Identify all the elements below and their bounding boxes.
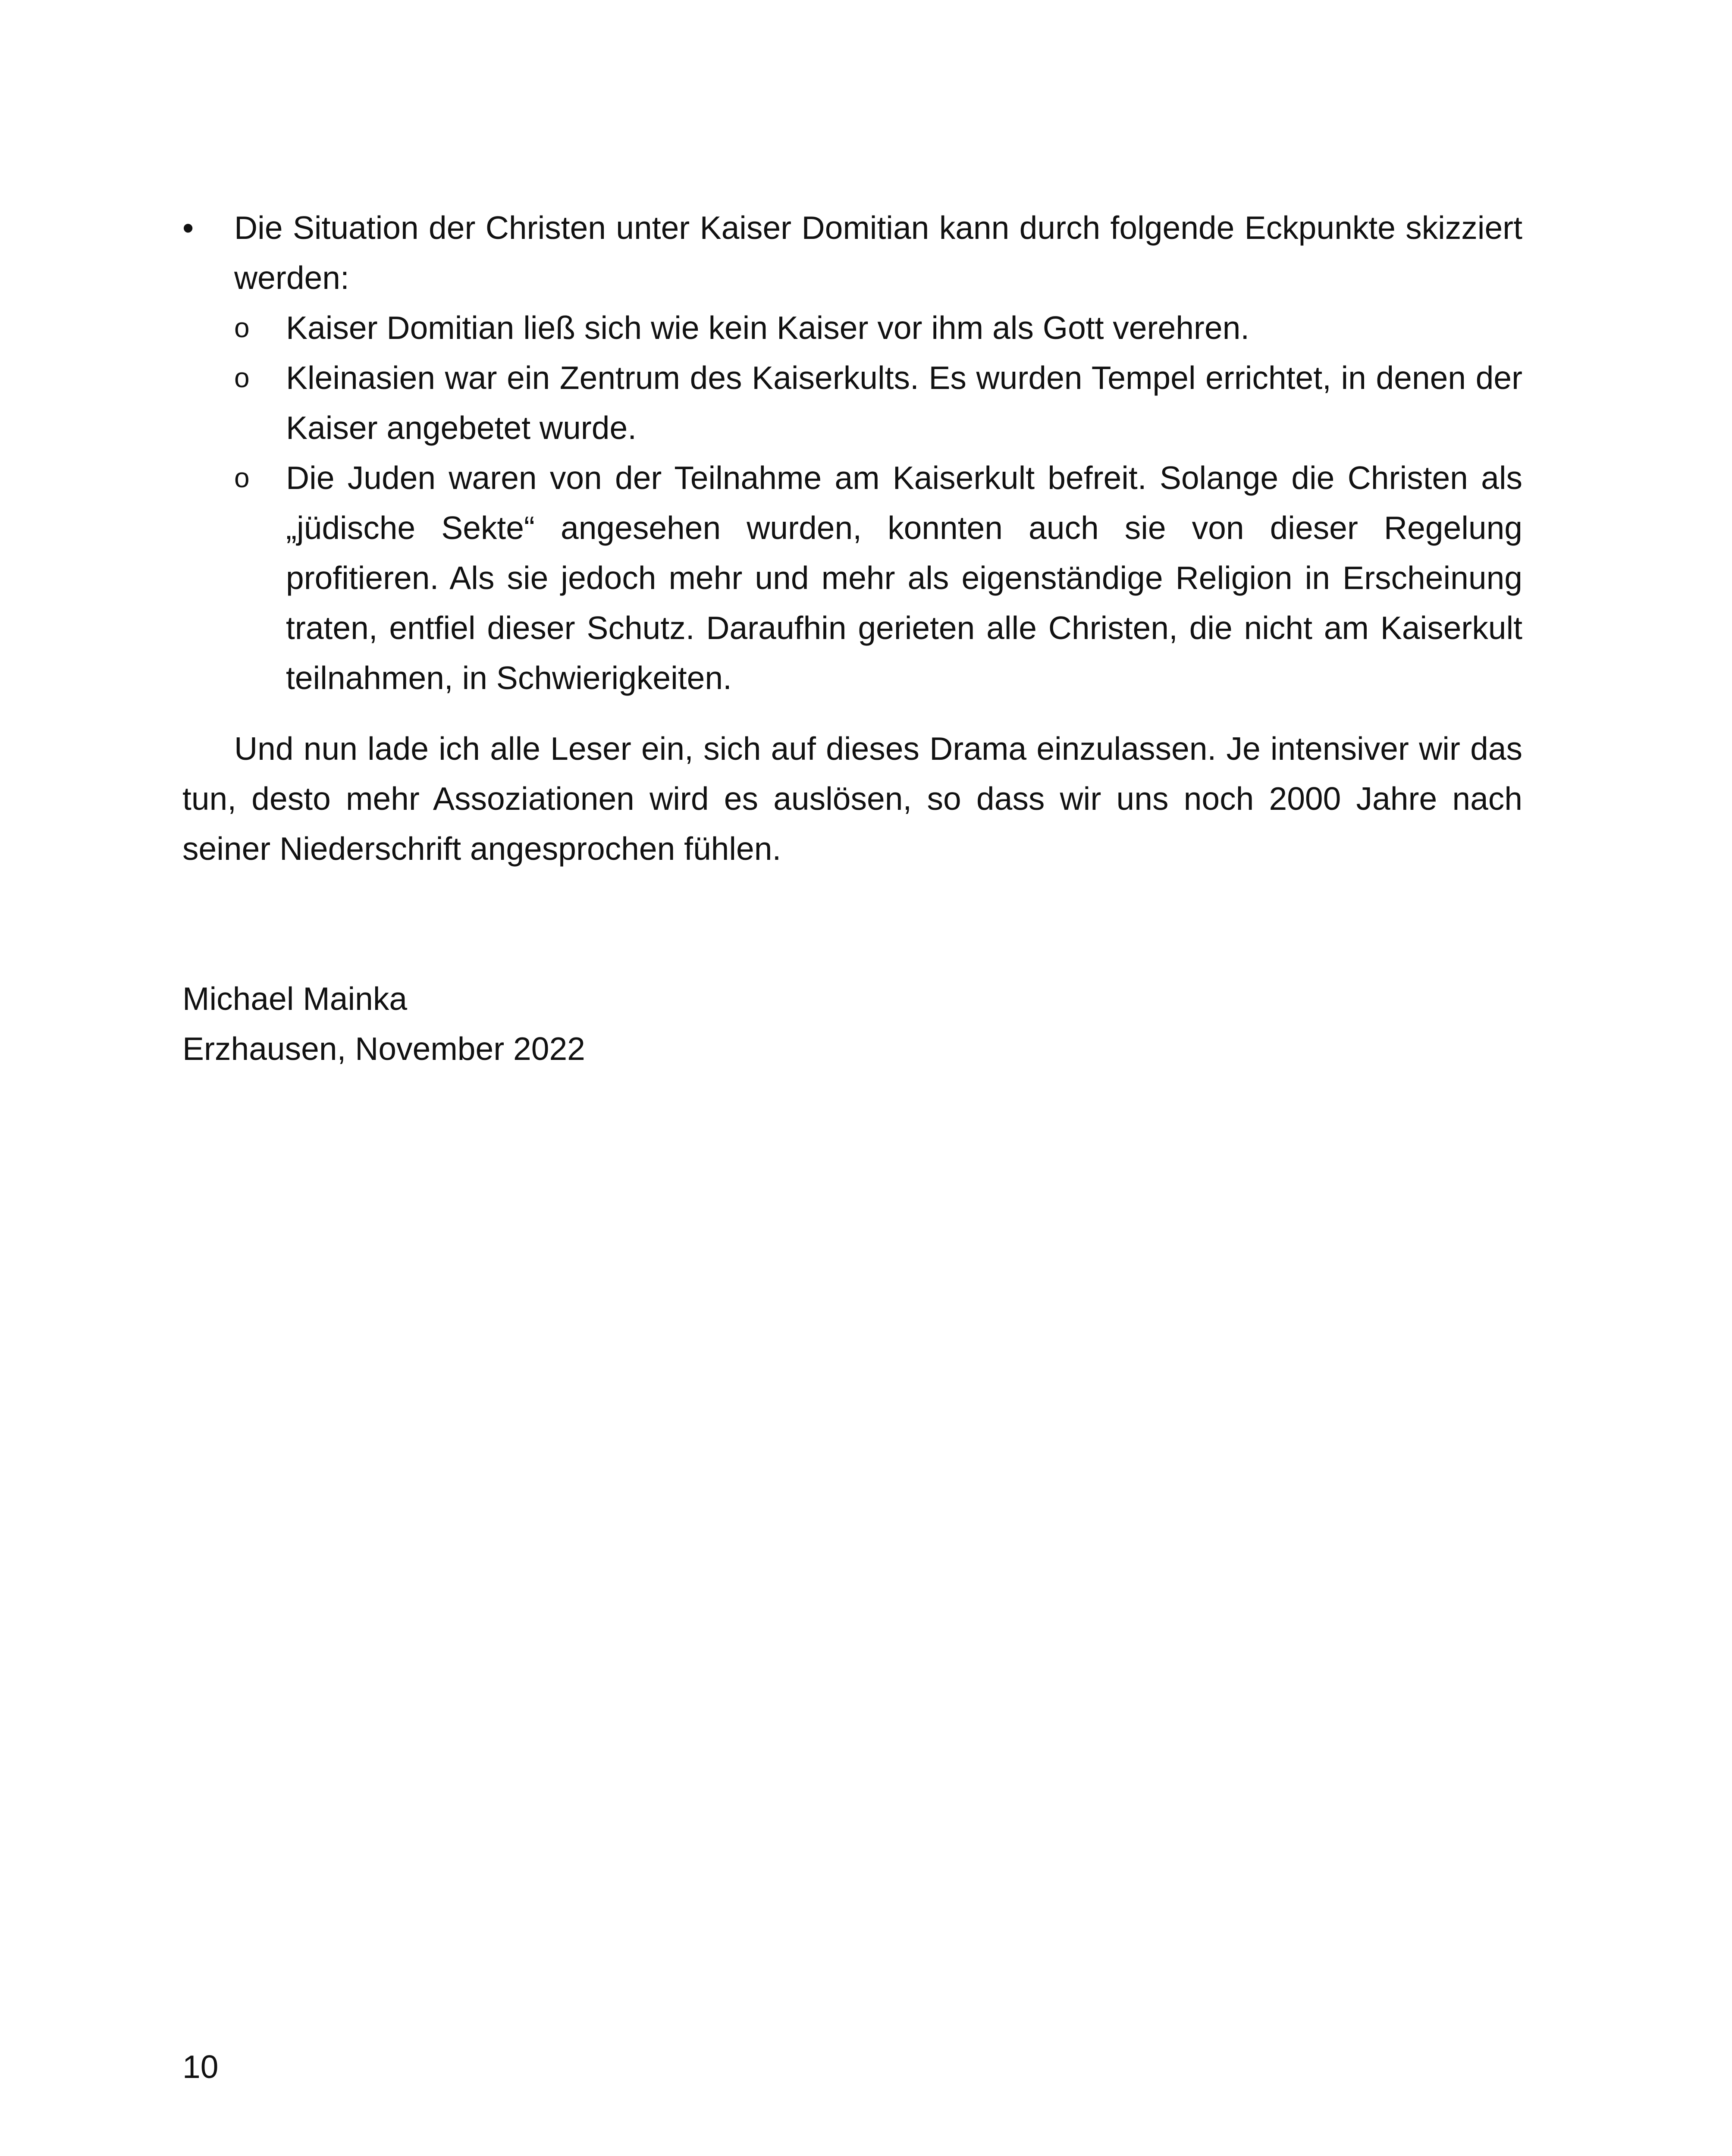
closing-paragraph: Und nun lade ich alle Leser ein, sich auf dieses Drama einzulassen. Je intensiver wir das tun, desto mehr Assoziationen wird es auslösen, so dass wir uns noch 2000 Jahre nach seiner Niederschrift angesprochen fühlen. <box>182 730 1522 867</box>
sub-list <box>234 303 1522 703</box>
signature-block <box>182 974 1522 1074</box>
bullet-item <box>182 203 1522 703</box>
page-number: 10 <box>182 2049 219 2085</box>
page-body <box>182 203 1522 1074</box>
sub-item-text: Kleinasien war ein Zentrum des Kaiserkults. Es wurden Tempel errichtet, in denen der Kaiser angebetet wurde. <box>286 360 1522 446</box>
sub-bullet-marker: o <box>234 362 250 393</box>
sub-bullet-marker: o <box>234 312 250 343</box>
bullet-marker: • <box>182 210 194 246</box>
sub-item-text: Die Juden waren von der Teilnahme am Kaiserkult befreit. Solange die Christen als „jüdische Sekte“ angesehen wurden, konnten auch sie von dieser Regelung profitieren. Als sie jedoch mehr und mehr als eigenständige Religion in Erscheinung traten, entfiel dieser Schutz. Daraufhin gerieten alle Christen, die nicht am Kaiserkult teilnahmen, in Schwierigkeiten. <box>286 460 1522 696</box>
sub-bullet-marker: o <box>234 462 250 493</box>
sub-list-item <box>234 453 1522 703</box>
sub-list-item <box>234 303 1522 353</box>
sub-item-text: Kaiser Domitian ließ sich wie kein Kaiser vor ihm als Gott verehren. <box>286 310 1250 346</box>
place-date: Erzhausen, November 2022 <box>182 1031 585 1067</box>
sub-list-item <box>234 353 1522 453</box>
bullet-text: Die Situation der Christen unter Kaiser Domitian kann durch folgende Eckpunkte skizziert werden: <box>234 210 1522 296</box>
author-name: Michael Mainka <box>182 981 408 1017</box>
